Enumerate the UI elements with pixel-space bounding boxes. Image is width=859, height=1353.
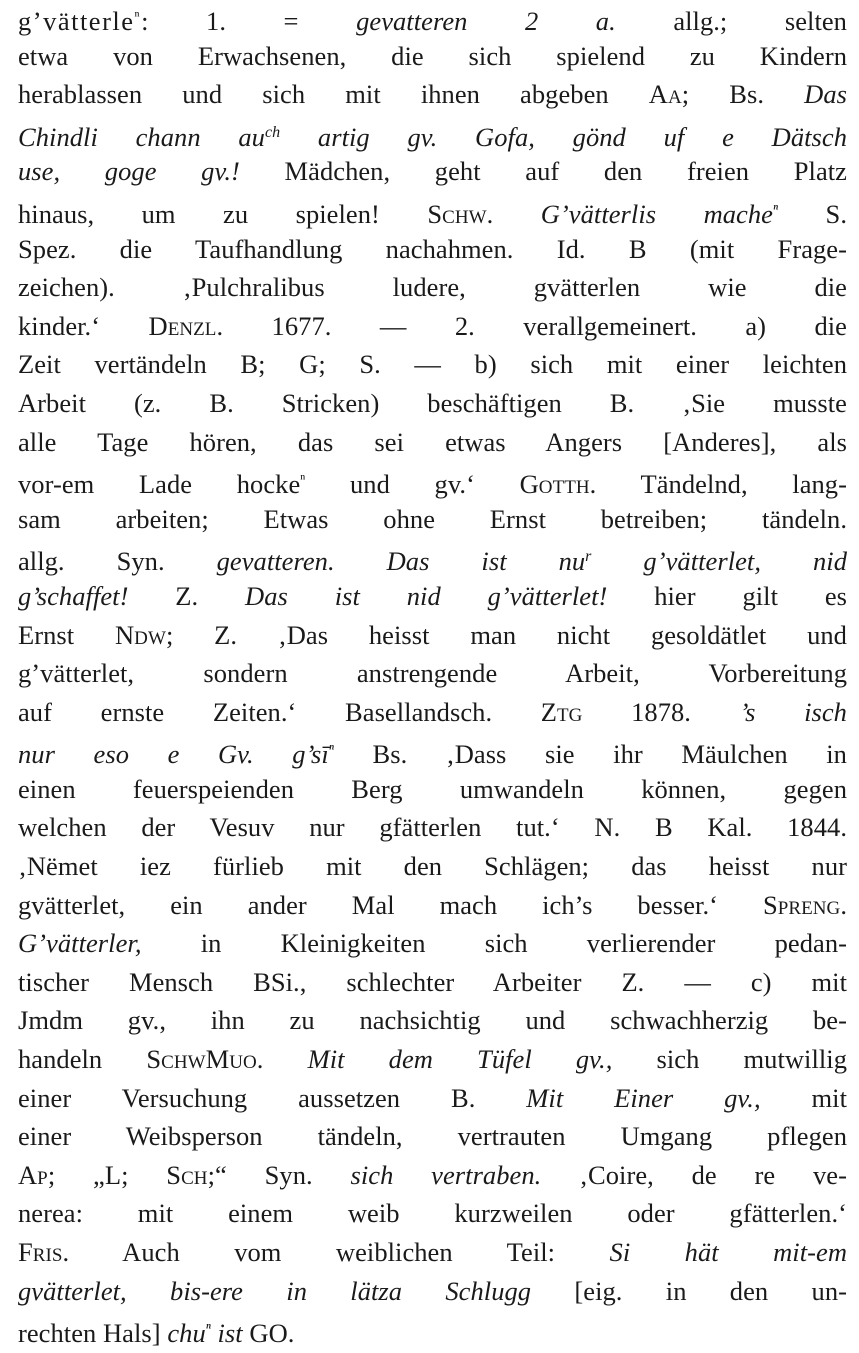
italic-run: Das — [804, 79, 847, 110]
text-run: gvätterlet, ein ander Mal mach ich’s besser.‘ — [18, 889, 763, 920]
text-run: Bs. ‚Dass sie ihr Mäulchen in — [333, 739, 847, 770]
text-run: Spez. die Taufhandlung nachahmen. Id. B (mit Frage- — [18, 233, 847, 264]
italic-run: g’schaffet! — [18, 580, 176, 611]
text-line — [18, 75, 847, 114]
italic-run: nur eso e Gv. g’sī — [18, 739, 329, 770]
text-line — [18, 654, 847, 693]
text-run: kinder.‘ — [18, 310, 149, 341]
text-run: sich mutwillig — [612, 1044, 848, 1075]
text-run: handeln — [18, 1044, 147, 1075]
text-line — [18, 1117, 847, 1156]
text-line — [18, 1040, 847, 1079]
text-line — [18, 886, 847, 925]
text-run: welchen der Vesuv nur gfätterlen tut.‘ N. B Kal. 1844. — [18, 812, 847, 843]
small-caps-run: Ztg — [540, 696, 583, 727]
text-run: ‚Nëmet iez fürlieb mit den Schlägen; das heisst nur — [18, 851, 847, 882]
text-run: Zeit vertändeln B; G; S. — b) sich mit einer leichten — [18, 349, 847, 380]
text-run: ; Bs. — [681, 79, 805, 110]
text-line — [18, 1194, 847, 1233]
italic-run: ⁿ — [328, 741, 334, 759]
text-run: tischer Mensch BSi., schlechter Arbeiter Z. — c) mit — [18, 966, 847, 997]
text-run: Arbeit (z. B. Stricken) beschäftigen B. ‚Sie musste — [18, 387, 847, 418]
text-run: alle Tage hören, das sei etwas Angers [Anderes], als — [18, 426, 847, 457]
italic-run: ⁿ — [205, 1320, 211, 1338]
italic-run: ist — [210, 1318, 243, 1349]
text-line — [18, 1001, 847, 1040]
text-run: ‚Coire, de re ve- — [541, 1159, 847, 1190]
small-caps-run: Sch — [166, 1159, 208, 1190]
text-run: Mädchen, geht auf den freien Platz — [239, 156, 847, 187]
text-line — [18, 384, 847, 423]
text-run: . — [486, 198, 541, 229]
entry-text-column — [18, 0, 847, 1349]
text-run: 1878. — [582, 696, 740, 727]
italic-run: Das ist nid g’vätterlet! — [245, 580, 608, 611]
text-run: hier gilt es — [607, 580, 847, 611]
text-run: g’vätterle — [18, 6, 135, 36]
text-run: nerea: mit einem weib kurzweilen oder gfätterlen.‘ — [18, 1198, 847, 1229]
text-line — [18, 268, 847, 307]
italic-run: Mit Einer gv., — [526, 1082, 761, 1113]
text-line — [18, 500, 847, 539]
text-line — [18, 1310, 847, 1349]
text-run: Z. — [175, 580, 246, 611]
text-run: in Kleinigkeiten sich verlierender pedan- — [141, 928, 847, 959]
text-line — [18, 808, 847, 847]
text-run: Ernst — [18, 619, 115, 650]
text-line — [18, 0, 847, 37]
italic-run: g’vätterlet, nid — [591, 546, 847, 577]
text-run: vor-em Lade hocke — [18, 469, 301, 500]
text-run: ; „L; — [47, 1159, 167, 1190]
text-line — [18, 1233, 847, 1272]
italic-run: Si hät mit-em — [609, 1237, 848, 1267]
text-run: allg. Syn. — [18, 546, 217, 577]
text-run: einer Weibsperson tändeln, vertrauten Umgang pflegen — [18, 1121, 847, 1152]
italic-run: Mit dem Tüfel gv., — [307, 1044, 613, 1075]
text-run: . Tändelnd, lang- — [589, 469, 847, 500]
italic-run: gevatteren. Das ist nu — [216, 546, 586, 577]
text-line — [18, 1079, 847, 1118]
text-run: sam arbeiten; Etwas ohne Ernst betreiben; tändeln. — [18, 503, 847, 534]
text-run: einen feuerspeienden Berg umwandeln können, gegen — [18, 773, 847, 804]
text-line — [18, 577, 847, 616]
text-line — [18, 693, 847, 732]
text-line — [18, 924, 847, 963]
text-run: . — [840, 889, 847, 920]
text-run: Jmdm gv., ihn zu nachsichtig und schwachherzig be- — [18, 1005, 847, 1036]
text-run: herablassen und sich mit ihnen abgeben — [18, 79, 649, 110]
italic-run: gevatteren 2 a. — [356, 6, 616, 36]
text-run: . — [256, 1044, 308, 1075]
text-line — [18, 461, 847, 500]
small-caps-run: Ndw — [114, 619, 166, 650]
text-run: zeichen). ‚Pulchralibus ludere, gvätterlen wie die — [18, 272, 847, 303]
text-line — [18, 1272, 847, 1311]
small-caps-run: Aa — [648, 79, 682, 110]
text-line — [18, 1156, 847, 1195]
italic-run: use, goge gv.! — [18, 156, 240, 187]
text-line — [18, 423, 847, 462]
italic-run: Chindli chann au — [18, 121, 265, 152]
text-run: hinaus, um zu spielen! — [18, 198, 428, 229]
small-caps-run: Denzl — [148, 310, 217, 341]
small-caps-run: Schw — [427, 198, 487, 229]
text-run: und gv.‘ — [305, 469, 520, 500]
italic-run: artig gv. Gofa, gönd uf e Dätsch — [280, 121, 848, 152]
text-run: ⁿ — [300, 471, 306, 489]
text-run: g’vätterlet, sondern anstrengende Arbeit, Vorbereitung — [18, 658, 847, 689]
text-line — [18, 307, 847, 346]
text-run: S. — [778, 198, 847, 229]
italic-run: gvätterlet, bis-ere in lätza Schlugg — [18, 1275, 532, 1306]
text-line — [18, 114, 847, 153]
text-line — [18, 847, 847, 886]
text-run: mit — [760, 1082, 847, 1113]
text-line — [18, 191, 847, 230]
text-line — [18, 963, 847, 1002]
text-line — [18, 345, 847, 384]
italic-run: chu — [167, 1318, 206, 1349]
text-run: ;“ Syn. — [207, 1159, 351, 1190]
text-run: : 1. = — [141, 6, 357, 36]
text-run: [eig. in den un- — [531, 1275, 847, 1306]
text-run: ; Z. ‚Das heisst man nicht gesoldätlet und — [165, 619, 847, 650]
small-caps-run: Fris — [18, 1237, 63, 1267]
text-line — [18, 731, 847, 770]
text-run: GO. — [242, 1318, 295, 1349]
text-run: . Auch vom weiblichen Teil: — [62, 1237, 610, 1267]
italic-run: G’vätterlis mache — [540, 198, 773, 229]
italic-run: sich vertraben. — [350, 1159, 542, 1190]
text-run: etwa von Erwachsenen, die sich spielend zu Kindern — [18, 40, 847, 71]
text-run: auf ernste Zeiten.‘ Basellandsch. — [18, 696, 541, 727]
small-caps-run: Ap — [18, 1159, 48, 1190]
small-caps-run: SchwMuo — [146, 1044, 257, 1075]
text-line — [18, 616, 847, 655]
text-run: allg.; selten — [615, 6, 847, 36]
small-caps-run: Spreng — [762, 889, 841, 920]
text-line — [18, 230, 847, 269]
italic-run: r — [585, 548, 592, 566]
small-caps-run: Gotth — [519, 469, 590, 500]
text-line — [18, 538, 847, 577]
italic-run: G’vätterler, — [18, 928, 142, 959]
text-run: rechten Hals] — [18, 1318, 168, 1349]
text-run: . 1677. — 2. verallgemeinert. a) die — [216, 310, 847, 341]
text-run: ⁿ — [134, 8, 142, 25]
italic-run: ⁿ — [772, 200, 779, 218]
italic-run: ch — [264, 123, 281, 141]
text-line — [18, 152, 847, 191]
text-run: einer Versuchung aussetzen B. — [18, 1082, 527, 1113]
text-line — [18, 37, 847, 76]
text-line — [18, 770, 847, 809]
italic-run: ’s isch — [739, 696, 847, 727]
